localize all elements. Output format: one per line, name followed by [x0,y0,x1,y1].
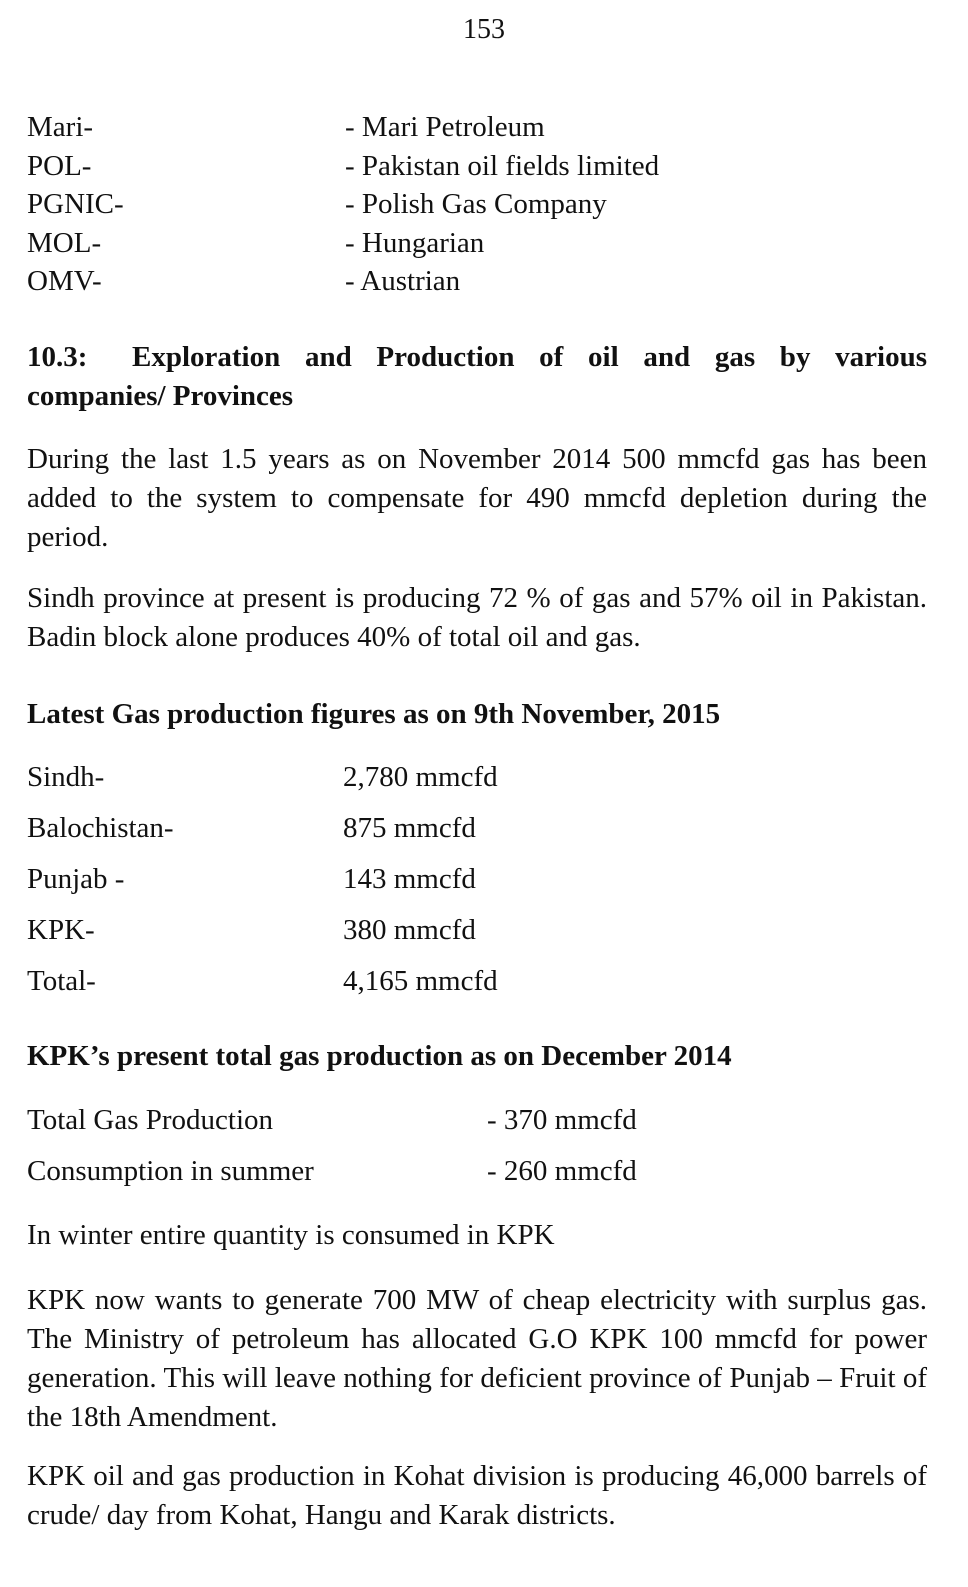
abbreviation-term: MOL- [27,226,102,259]
table-row [27,1152,927,1203]
table-row [27,911,927,962]
abbreviation-meaning: - Hungarian [345,226,485,259]
abbreviation-meaning: - Pakistan oil fields limited [345,149,660,182]
paragraph-winter-consumption: In winter entire quantity is consumed in KPK [27,1219,555,1251]
section-title: Exploration and Production of oil and gas by various companies/ Provinces [27,341,927,412]
province-label: Total- [27,965,96,997]
abbreviation-term: POL- [27,149,92,182]
province-label: Balochistan- [27,812,174,844]
abbreviation-list [27,108,927,301]
table-row [27,1101,927,1152]
metric-value: - 370 mmcfd [487,1104,637,1136]
production-value: 380 mmcfd [343,914,476,946]
production-value: 143 mmcfd [343,863,476,895]
paragraph-gas-added: During the last 1.5 years as on November 2014 500 mmcfd gas has been added to the system to compensate for 490 mmcfd depletion during the period. [27,443,927,553]
abbreviation-row [27,108,927,147]
section-heading [27,338,927,416]
kpk-production-table [27,1101,927,1203]
metric-label: Consumption in summer [27,1155,314,1187]
abbreviation-term: Mari- [27,111,94,143]
production-value: 4,165 mmcfd [343,965,498,997]
abbreviation-meaning: - Mari Petroleum [345,111,545,143]
abbreviation-row [27,262,927,301]
abbreviation-meaning: - Polish Gas Company [345,188,607,220]
paragraph-kpk-electricity: KPK now wants to generate 700 MW of cheap electricity with surplus gas. The Ministry of petroleum has allocated G.O KPK 100 mmcfd for power generation. This will leave nothing for deficient province of Punjab – Fruit of the 18th Amendment. [27,1284,927,1433]
abbreviation-term: OMV- [27,265,102,297]
province-label: Punjab - [27,863,125,895]
table-row [27,860,927,911]
production-value: 2,780 mmcfd [343,761,498,793]
paragraph-kohat-production: KPK oil and gas production in Kohat division is producing 46,000 barrels of crude/ day from Kohat, Hangu and Karak districts. [27,1460,927,1531]
kpk-production-heading: KPK’s present total gas production as on December 2014 [27,1040,732,1072]
metric-value: - 260 mmcfd [487,1155,637,1187]
table-row [27,809,927,860]
table-row [27,758,927,809]
paragraph-sindh-production: Sindh province at present is producing 72 % of gas and 57% oil in Pakistan. Badin block alone produces 40% of total oil and gas. [27,582,927,653]
page-number: 153 [463,14,505,45]
table-row [27,962,927,1013]
abbreviation-row [27,185,927,224]
abbreviation-row [27,147,927,186]
province-label: Sindh- [27,761,105,793]
gas-figures-heading: Latest Gas production figures as on 9th November, 2015 [27,698,721,730]
production-value: 875 mmcfd [343,812,476,844]
abbreviation-term: PGNIC- [27,188,124,220]
province-label: KPK- [27,914,95,946]
abbreviation-row [27,224,927,263]
metric-label: Total Gas Production [27,1104,274,1136]
gas-figures-table [27,758,927,1013]
section-number: 10.3: [27,341,88,373]
abbreviation-meaning: - Austrian [345,265,461,297]
